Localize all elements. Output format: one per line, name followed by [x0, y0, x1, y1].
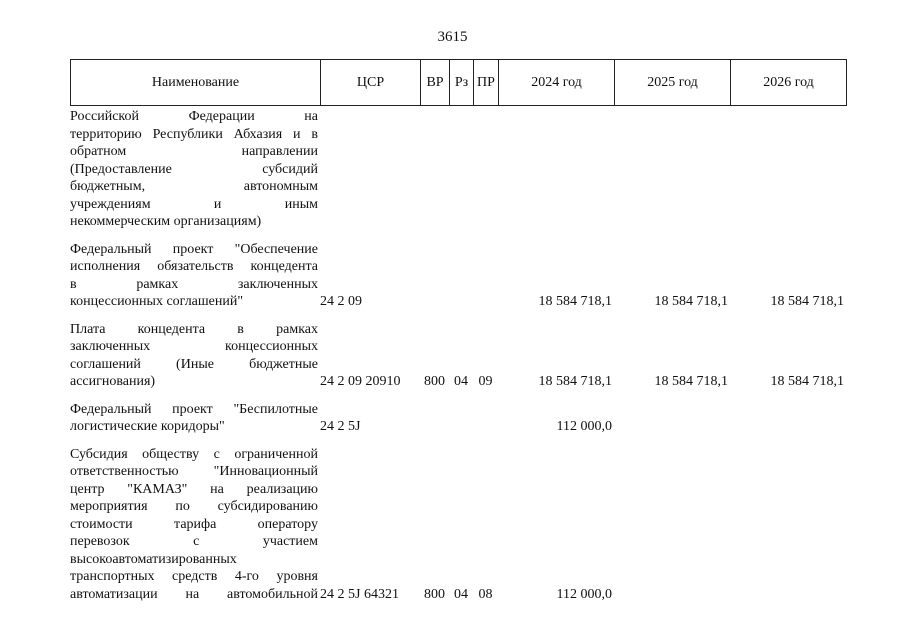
- row-pr: 08: [478, 586, 493, 602]
- row-csr: 24 2 09: [320, 294, 362, 309]
- name-line: в рамках заключенных: [70, 276, 318, 292]
- name-line: автоматизации на автомобильной: [70, 586, 318, 602]
- table-body: [70, 108, 846, 603]
- row-rz: [449, 108, 473, 231]
- name-line: некоммерческим организациям): [70, 214, 262, 229]
- row-rz: 04: [454, 374, 468, 389]
- name-line: центр "КАМАЗ" на реализацию: [70, 481, 318, 497]
- name-line: (Предоставление субсидий: [70, 161, 318, 177]
- row-2024: [498, 108, 614, 231]
- row-2024: 18 584 718,1: [538, 374, 612, 389]
- name-line: Российской Федерации на: [70, 109, 318, 124]
- name-line: Федеральный проект "Обеспечение: [70, 241, 318, 257]
- row-csr: 24 2 5J: [320, 419, 361, 434]
- row-vr: [420, 108, 449, 231]
- row-name: [70, 108, 320, 231]
- name-line: обратном направлении: [70, 144, 318, 159]
- name-line: территорию Республики Абхазия и в: [70, 126, 318, 142]
- name-line: ответственностью "Инновационный: [70, 464, 318, 479]
- name-line: высокоавтоматизированных: [70, 551, 237, 567]
- row-2025: 18 584 718,1: [654, 294, 728, 309]
- header-2024: 2024 год: [499, 60, 615, 106]
- row-2025: [614, 446, 730, 604]
- row-vr: 800: [424, 374, 445, 389]
- name-line: мероприятия по субсидированию: [70, 499, 318, 514]
- row-name: [70, 446, 320, 604]
- row-name: [70, 321, 320, 391]
- row-name: [70, 241, 320, 311]
- row-2025: 18 584 718,1: [654, 374, 728, 389]
- row-pr: 09: [478, 374, 493, 389]
- name-line: заключенных концессионных: [70, 339, 318, 354]
- row-name: [70, 401, 320, 436]
- name-line: Субсидия обществу с ограниченной: [70, 446, 318, 462]
- name-line: соглашений (Иные бюджетные: [70, 356, 318, 372]
- row-2024: 112 000,0: [556, 419, 612, 434]
- row-rz: [449, 241, 473, 311]
- name-line: транспортных средств 4-го уровня: [70, 569, 318, 584]
- table-header: [70, 59, 847, 106]
- row-vr: 800: [424, 586, 445, 602]
- table-row: [70, 446, 846, 604]
- row-rz: [449, 401, 473, 436]
- name-line: исполнения обязательств концедента: [70, 259, 318, 274]
- row-2026: 18 584 718,1: [770, 294, 844, 309]
- row-2025: [614, 401, 730, 436]
- header-2026: 2026 год: [731, 60, 847, 106]
- name-line: ассигнования): [70, 374, 156, 389]
- row-rz: 04: [454, 586, 468, 602]
- row-csr: 24 2 5J 64321: [320, 586, 399, 602]
- table-row: [70, 108, 846, 231]
- row-vr: [420, 401, 449, 436]
- name-line: логистические коридоры": [70, 419, 225, 434]
- header-pr: ПР: [474, 60, 499, 106]
- header-csr: ЦСР: [321, 60, 421, 106]
- header-2025: 2025 год: [615, 60, 731, 106]
- name-line: перевозок с участием: [70, 534, 318, 549]
- row-2026: [730, 108, 846, 231]
- row-pr: [473, 401, 498, 436]
- name-line: Федеральный проект "Беспилотные: [70, 401, 318, 417]
- table-row: [70, 241, 846, 311]
- row-pr: [473, 108, 498, 231]
- page-number: 3615: [437, 29, 468, 45]
- row-pr: [473, 241, 498, 311]
- name-line: учреждениям и иным: [70, 196, 318, 212]
- row-2026: [730, 446, 846, 604]
- table-row: [70, 401, 846, 436]
- name-line: бюджетным, автономным: [70, 179, 318, 194]
- header-vr: ВР: [421, 60, 450, 106]
- row-2024: 112 000,0: [556, 586, 612, 602]
- row-csr: [320, 108, 420, 231]
- name-line: стоимости тарифа оператору: [70, 516, 318, 532]
- row-vr: [420, 241, 449, 311]
- header-name: Наименование: [71, 60, 321, 106]
- row-2026: 18 584 718,1: [770, 374, 844, 389]
- row-2024: 18 584 718,1: [538, 294, 612, 309]
- name-line: Плата концедента в рамках: [70, 321, 318, 337]
- row-csr: 24 2 09 20910: [320, 374, 401, 389]
- row-2026: [730, 401, 846, 436]
- row-2025: [614, 108, 730, 231]
- name-line: концессионных соглашений": [70, 294, 244, 309]
- table-row: [70, 321, 846, 391]
- header-rz: Рз: [450, 60, 474, 106]
